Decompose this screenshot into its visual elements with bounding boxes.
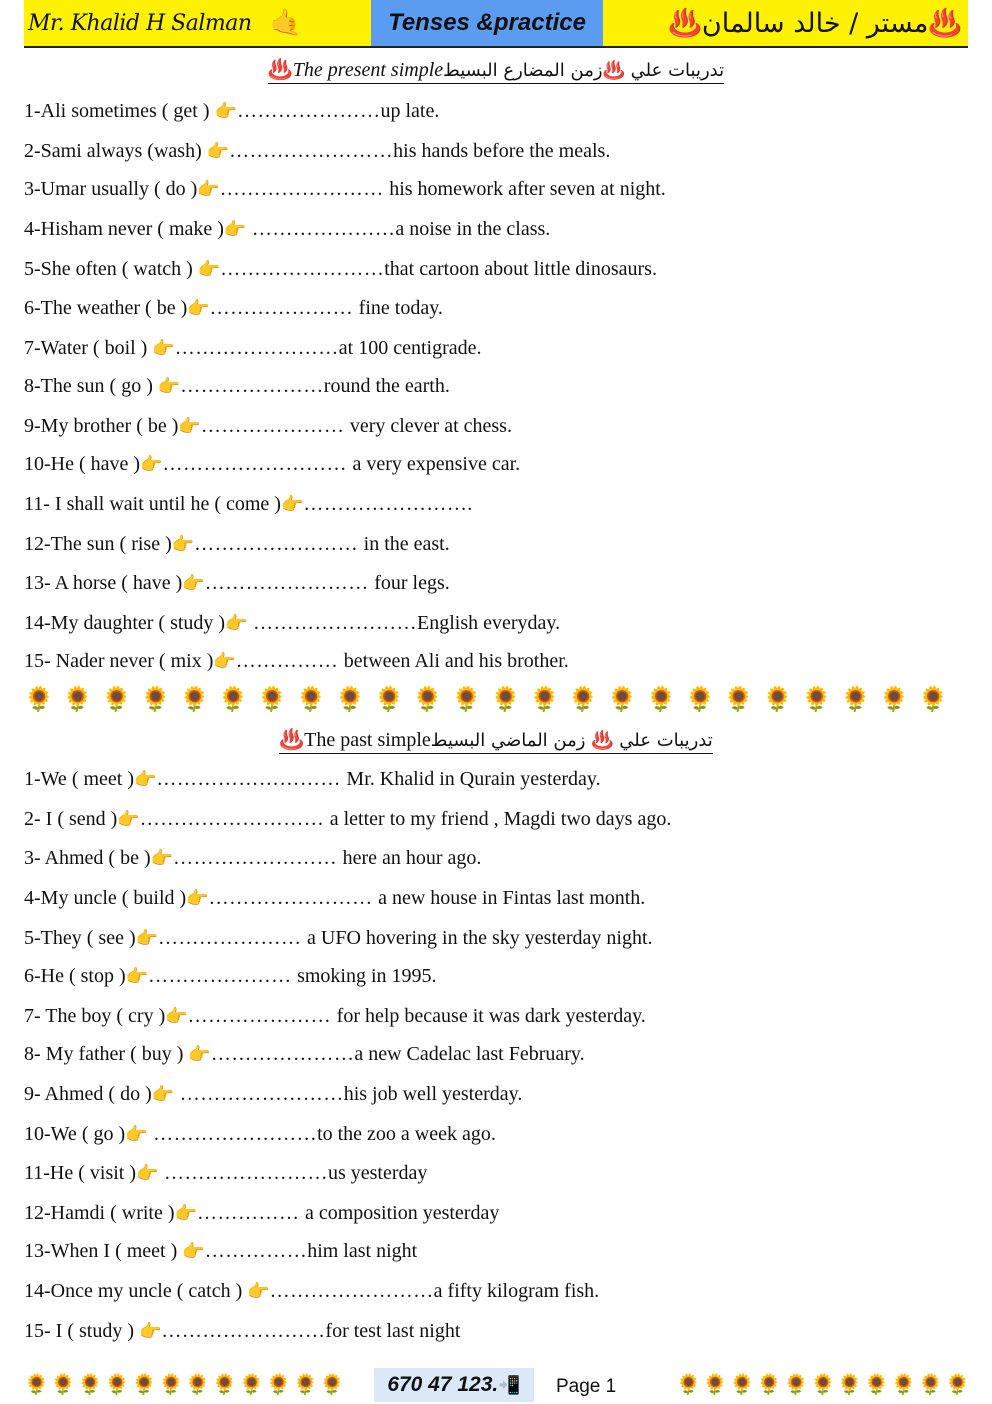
- answer-blank[interactable]: …………………: [148, 965, 298, 987]
- exercise-line: [24, 611, 560, 635]
- answer-blank[interactable]: ……………: [204, 1240, 308, 1262]
- exercise-line: [24, 807, 671, 831]
- exercise-prompt: 14-Once my uncle ( catch ): [24, 1280, 248, 1302]
- pointing-hand-icon: 👉: [206, 141, 230, 162]
- answer-blank[interactable]: ……………………: [229, 140, 394, 162]
- section-title-ar: تدريبات علي ♨️زمن المضارع البسيط: [443, 60, 725, 81]
- exercise-prompt: 9-My brother ( be ): [24, 415, 179, 437]
- exercise-prompt: 12-Hamdi ( write ): [24, 1202, 175, 1224]
- exercise-rest: up late.: [380, 100, 440, 122]
- exercise-prompt: 13- A horse ( have ): [24, 572, 183, 594]
- exercise-rest: round the earth.: [323, 375, 450, 397]
- exercise-rest: his homework after seven at night.: [389, 178, 666, 200]
- author-name-ar: ♨️مستر / خالد سالمان♨️: [668, 8, 962, 39]
- exercise-rest: for test last night: [325, 1320, 461, 1342]
- header-author-panel: [24, 0, 371, 46]
- exercise-rest: a UFO hovering in the sky yesterday night.: [307, 927, 653, 949]
- phone-number-box: [374, 1368, 534, 1402]
- exercise-prompt: 5-She often ( watch ): [24, 258, 198, 280]
- section-title-ar: تدريبات علي ♨️ زمن الماضي البسيط: [430, 730, 713, 751]
- page-title: Tenses &practice: [388, 9, 586, 36]
- mobile-arrow-icon: 📲: [498, 1374, 521, 1396]
- pointing-hand-icon: 👉: [182, 1241, 205, 1262]
- call-me-hand-icon: 🤙: [269, 8, 302, 38]
- answer-blank[interactable]: ……………: [235, 650, 344, 672]
- exercise-rest: a new Cadelac last February.: [354, 1043, 585, 1065]
- exercise-line: [24, 452, 520, 476]
- exercise-prompt: 6-He ( stop ): [24, 965, 126, 987]
- exercise-prompt: 10-We ( go ): [24, 1123, 126, 1145]
- exercise-rest: his hands before the meals.: [393, 140, 611, 162]
- exercise-rest: fine today.: [358, 297, 443, 319]
- sunflower-divider: 🌻🌻🌻🌻🌻🌻🌻🌻🌻🌻🌻🌻🌻🌻🌻🌻🌻🌻🌻🌻🌻🌻🌻🌻: [24, 685, 958, 713]
- page-header: [24, 0, 968, 48]
- answer-blank[interactable]: ……………………: [269, 1280, 434, 1302]
- exercise-prompt: 6-The weather ( be ): [24, 297, 188, 319]
- exercise-prompt: 4-Hisham never ( make ): [24, 218, 224, 240]
- exercise-line: [24, 571, 450, 595]
- section-title-en: The present simple: [292, 59, 444, 81]
- pointing-hand-icon: 👉: [188, 1044, 211, 1065]
- pointing-hand-icon: 👉: [152, 338, 175, 359]
- answer-blank[interactable]: …………………: [180, 375, 324, 397]
- exercise-rest: very clever at chess.: [349, 415, 512, 437]
- exercise-rest: his job well yesterday.: [343, 1083, 523, 1105]
- pointing-hand-icon: 👉: [178, 416, 201, 437]
- exercise-prompt: 11- I shall wait until he ( come ): [24, 493, 281, 515]
- exercise-line: [24, 139, 610, 163]
- section-title-en: The past simple: [304, 729, 431, 751]
- exercise-prompt: 11-He ( visit ): [24, 1162, 137, 1184]
- answer-blank[interactable]: ……………………: [174, 1083, 344, 1105]
- pointing-hand-icon: 👉: [187, 298, 210, 319]
- exercise-line: [24, 99, 439, 123]
- exercise-line: [24, 1161, 427, 1185]
- pointing-hand-icon: 👉: [140, 454, 163, 475]
- exercise-prompt: 12-The sun ( rise ): [24, 533, 172, 555]
- exercise-rest: smoking in 1995.: [297, 965, 437, 987]
- answer-blank[interactable]: ……………………: [147, 1123, 318, 1145]
- exercise-prompt: 5-They ( see ): [24, 927, 136, 949]
- header-arabic-panel: [603, 0, 968, 46]
- exercise-rest: that cartoon about little dinosaurs.: [384, 258, 657, 280]
- answer-blank[interactable]: ……………………: [247, 612, 417, 634]
- exercise-line: [24, 1082, 522, 1106]
- exercise-line: [24, 1042, 585, 1066]
- pointing-hand-icon: 👉: [186, 888, 209, 909]
- exercise-prompt: 3-Umar usually ( do ): [24, 178, 198, 200]
- exercise-prompt: 4-My uncle ( build ): [24, 887, 187, 909]
- exercise-prompt: 2-Sami always (wash): [24, 140, 207, 162]
- pointing-hand-icon: 👉: [157, 376, 181, 397]
- answer-blank[interactable]: ……………: [196, 1202, 305, 1224]
- exercise-rest: a very expensive car.: [352, 453, 521, 475]
- exercise-rest: here an hour ago.: [342, 847, 482, 869]
- exercise-line: [24, 492, 473, 516]
- answer-blank[interactable]: ……………………: [161, 1320, 326, 1342]
- answer-blank[interactable]: ……………………: [219, 178, 390, 200]
- section-title-past-simple: [0, 727, 992, 754]
- exercise-rest: English everyday.: [417, 612, 561, 634]
- answer-blank[interactable]: ………………………: [156, 768, 347, 790]
- exercise-rest: a composition yesterday: [304, 1202, 500, 1224]
- answer-blank[interactable]: ……………………: [194, 533, 364, 555]
- section-title-present-simple: [0, 57, 992, 84]
- answer-blank[interactable]: …………………: [210, 1043, 355, 1065]
- exercise-line: [24, 336, 481, 360]
- exercise-prompt: 1-We ( meet ): [24, 768, 134, 790]
- pointing-hand-icon: 👉: [214, 101, 237, 122]
- exercise-line: [24, 1004, 646, 1028]
- exercise-line: [24, 177, 666, 201]
- exercise-prompt: 1-Ali sometimes ( get ): [24, 100, 215, 122]
- pointing-hand-icon: 👉: [136, 1163, 159, 1184]
- page-number: Page 1: [556, 1376, 617, 1397]
- pointing-hand-icon: 👉: [197, 179, 220, 200]
- exercise-prompt: 10-He ( have ): [24, 453, 141, 475]
- exercise-rest: at 100 centigrade.: [338, 337, 482, 359]
- answer-blank[interactable]: …………………: [200, 415, 350, 437]
- answer-blank[interactable]: ……………………: [220, 258, 385, 280]
- exercise-line: [24, 1279, 599, 1303]
- pointing-hand-icon: 👉: [171, 534, 195, 555]
- exercise-prompt: 2- I ( send ): [24, 808, 118, 830]
- pointing-hand-icon: 👉: [125, 1124, 148, 1145]
- pointing-hand-icon: 👉: [247, 1281, 270, 1302]
- exercise-rest: us yesterday: [327, 1162, 428, 1184]
- exercise-rest: four legs.: [374, 572, 450, 594]
- pointing-hand-icon: 👉: [213, 651, 236, 672]
- exercise-rest: to the zoo a week ago.: [317, 1123, 496, 1145]
- exercise-rest: him last night: [307, 1240, 418, 1262]
- exercise-prompt: 7-Water ( boil ): [24, 337, 153, 359]
- exercise-rest: for help because it was dark yesterday.: [336, 1005, 646, 1027]
- pointing-hand-icon: 👉: [280, 494, 304, 515]
- exercise-prompt: 7- The boy ( cry ): [24, 1005, 166, 1027]
- answer-blank[interactable]: ……………………: [204, 572, 375, 594]
- exercise-line: [24, 296, 443, 320]
- exercise-rest: in the east.: [363, 533, 450, 555]
- exercise-line: [24, 257, 657, 281]
- header-title-panel: [371, 0, 603, 46]
- exercise-prompt: 13-When I ( meet ): [24, 1240, 183, 1262]
- exercise-rest: a noise in the class.: [395, 218, 551, 240]
- footer-sunflowers-right: 🌻🌻🌻🌻🌻🌻🌻🌻🌻🌻🌻: [676, 1372, 972, 1396]
- author-name-en: Mr. Khalid H Salman: [28, 10, 252, 36]
- answer-blank[interactable]: …………………: [236, 100, 381, 122]
- exercise-line: [24, 532, 450, 556]
- exercise-line: [24, 374, 450, 398]
- answer-blank[interactable]: ……………………: [208, 887, 379, 909]
- exercise-line: [24, 886, 645, 910]
- exercise-line: [24, 767, 601, 791]
- exercise-line: [24, 1319, 460, 1343]
- exercise-line: [24, 1122, 496, 1146]
- exercise-prompt: 14-My daughter ( study ): [24, 612, 226, 634]
- exercise-line: [24, 1201, 499, 1225]
- exercise-rest: a new house in Fintas last month.: [378, 887, 646, 909]
- exercise-prompt: 8- My father ( buy ): [24, 1043, 189, 1065]
- answer-blank[interactable]: ………………………: [139, 808, 330, 830]
- exercise-line: [24, 414, 512, 438]
- phone-number: 670 47 123.: [387, 1373, 499, 1396]
- pointing-hand-icon: 👉: [151, 1084, 175, 1105]
- hot-springs-icon: ♨️: [279, 727, 305, 751]
- exercise-prompt: 15- Nader never ( mix ): [24, 650, 214, 672]
- pointing-hand-icon: 👉: [165, 1006, 188, 1027]
- answer-blank[interactable]: ……………………: [158, 1162, 328, 1184]
- answer-blank[interactable]: …………………: [158, 927, 308, 949]
- pointing-hand-icon: 👉: [182, 573, 205, 594]
- pointing-hand-icon: 👉: [135, 928, 159, 949]
- answer-blank[interactable]: …………………: [209, 297, 359, 319]
- footer-sunflowers-left: 🌻🌻🌻🌻🌻🌻🌻🌻🌻🌻🌻🌻: [24, 1372, 347, 1396]
- pointing-hand-icon: 👉: [223, 219, 247, 240]
- pointing-hand-icon: 👉: [225, 613, 248, 634]
- pointing-hand-icon: 👉: [117, 809, 140, 830]
- exercise-rest: a letter to my friend , Magdi two days ago.: [329, 808, 672, 830]
- exercise-rest: between Ali and his brother.: [343, 650, 569, 672]
- answer-blank[interactable]: …………………: [246, 218, 396, 240]
- exercise-line: [24, 964, 437, 988]
- answer-blank[interactable]: …………………: [187, 1005, 337, 1027]
- exercise-line: [24, 1239, 417, 1263]
- pointing-hand-icon: 👉: [197, 259, 221, 280]
- exercise-prompt: 3- Ahmed ( be ): [24, 847, 151, 869]
- pointing-hand-icon: 👉: [134, 769, 157, 790]
- answer-blank[interactable]: ……………………: [174, 337, 339, 359]
- exercise-prompt: 15- I ( study ): [24, 1320, 139, 1342]
- pointing-hand-icon: 👉: [174, 1203, 197, 1224]
- hot-springs-icon: ♨️: [267, 57, 293, 81]
- exercise-line: [24, 926, 653, 950]
- answer-blank[interactable]: ……………………: [173, 847, 343, 869]
- page-footer: [0, 1368, 992, 1404]
- pointing-hand-icon: 👉: [125, 966, 149, 987]
- pointing-hand-icon: 👉: [138, 1321, 162, 1342]
- exercise-line: [24, 217, 550, 241]
- exercise-prompt: 9- Ahmed ( do ): [24, 1083, 152, 1105]
- answer-blank[interactable]: …………………….: [303, 493, 473, 515]
- answer-blank[interactable]: ………………………: [162, 453, 353, 475]
- exercise-rest: a fifty kilogram fish.: [433, 1280, 600, 1302]
- exercise-line: [24, 846, 481, 870]
- exercise-line: [24, 649, 569, 673]
- pointing-hand-icon: 👉: [150, 848, 174, 869]
- exercise-prompt: 8-The sun ( go ): [24, 375, 158, 397]
- exercise-rest: Mr. Khalid in Qurain yesterday.: [346, 768, 601, 790]
